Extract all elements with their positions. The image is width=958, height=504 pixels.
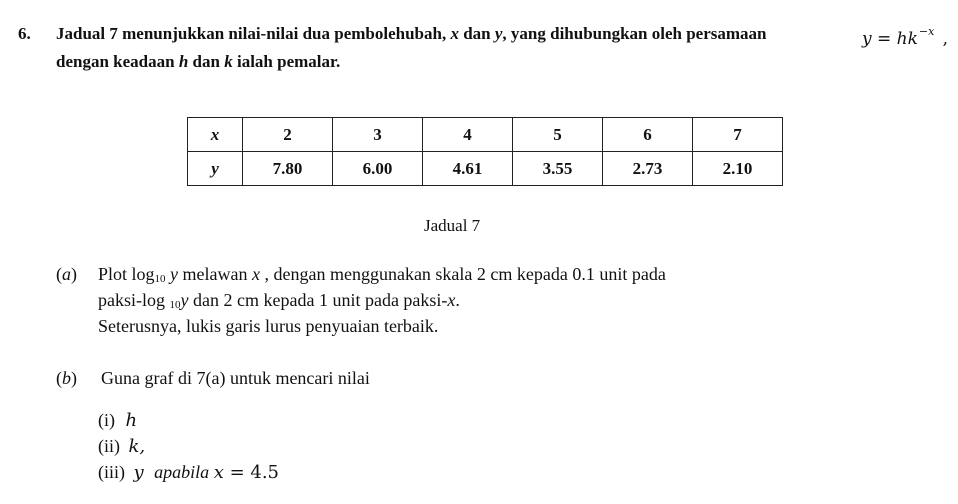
- data-table: [187, 117, 783, 186]
- log-base: 10: [154, 273, 166, 285]
- var-y: y: [494, 24, 503, 43]
- part-a-paren-close: ): [71, 264, 77, 284]
- intro-line2-b: ialah pemalar.: [236, 52, 341, 71]
- table-cell: 4.61: [423, 152, 513, 186]
- var-x: x: [213, 462, 224, 483]
- part-b-paren-open: (: [56, 368, 62, 388]
- part-b-intro: Guna graf di 7(a) untuk mencari nilai: [101, 368, 370, 388]
- part-a-letter: a: [62, 264, 71, 284]
- item-expression: k,: [128, 436, 146, 457]
- part-b-label: [56, 368, 77, 388]
- table-cell: 7: [693, 118, 783, 152]
- var-x: x: [447, 290, 456, 310]
- condition-value: = 4.5: [223, 462, 279, 483]
- part-b-letter: b: [62, 368, 71, 388]
- equation-comma: ,: [942, 29, 948, 49]
- part-b-paren-close: ): [71, 368, 77, 388]
- log-base: 10: [169, 299, 181, 311]
- part-a-line2-b: dan 2 cm kepada 1 unit pada paksi-: [193, 290, 448, 310]
- table-caption: Jadual 7: [424, 216, 481, 235]
- part-a-line2-a: paksi-log: [98, 290, 165, 310]
- intro-dan-2: dan: [192, 52, 220, 71]
- question-intro-line1: [56, 24, 767, 44]
- table-cell: 6: [603, 118, 693, 152]
- intro-text: Jadual 7 menunjukkan nilai-nilai dua pembolehubah,: [56, 24, 447, 43]
- item-number: (iii): [98, 462, 125, 482]
- part-a-line1-a: Plot log: [98, 264, 155, 284]
- var-k: k: [224, 52, 233, 71]
- part-b-item-2: [98, 436, 145, 457]
- var-x: x: [251, 264, 260, 284]
- var-y: y: [133, 462, 144, 483]
- part-b-item-3: [98, 462, 279, 483]
- var-x: x: [450, 24, 459, 43]
- var-h: h: [178, 52, 189, 71]
- table-cell: 2: [243, 118, 333, 152]
- part-a-line3: Seterusnya, lukis garis lurus penyuaian terbaik.: [98, 316, 439, 336]
- intro-dan: dan: [463, 24, 491, 43]
- intro-tail: , yang dihubungkan oleh persamaan: [502, 24, 767, 43]
- table-header-y: y: [188, 152, 243, 186]
- equation-lhs: y: [862, 29, 872, 49]
- table-row-x: [188, 118, 783, 152]
- part-a-line1-c: , dengan menggunakan skala 2 cm kepada 0.1 unit pada: [264, 264, 666, 284]
- table-row-y: [188, 152, 783, 186]
- part-a-paren-open: (: [56, 264, 62, 284]
- var-y: y: [180, 290, 189, 310]
- table-cell: 6.00: [333, 152, 423, 186]
- question-intro-line2: [56, 52, 340, 72]
- equation: [862, 22, 948, 49]
- condition-word: apabila: [154, 462, 210, 482]
- equation-exponent: −x: [918, 25, 935, 38]
- part-a-label: [56, 264, 77, 284]
- item-number: (ii): [98, 436, 120, 456]
- var-y: y: [170, 264, 179, 284]
- table-cell: 2.10: [693, 152, 783, 186]
- table-cell: 3.55: [513, 152, 603, 186]
- part-a-line1: [98, 264, 666, 289]
- table-cell: 2.73: [603, 152, 693, 186]
- equation-rhs: hk: [896, 29, 918, 49]
- equation-eq: =: [871, 29, 897, 49]
- question-number: 6.: [18, 24, 31, 43]
- table-cell: 3: [333, 118, 423, 152]
- item-number: (i): [98, 410, 115, 430]
- intro-line2-a: dengan keadaan: [56, 52, 175, 71]
- table-header-x: x: [188, 118, 243, 152]
- part-a-line2: [98, 290, 460, 315]
- item-expression: h: [125, 410, 138, 431]
- table-cell: 4: [423, 118, 513, 152]
- table-cell: 7.80: [243, 152, 333, 186]
- part-a-line2-c: .: [455, 290, 460, 310]
- part-b-item-1: [98, 410, 137, 431]
- table-cell: 5: [513, 118, 603, 152]
- part-a-line1-b: melawan: [182, 264, 248, 284]
